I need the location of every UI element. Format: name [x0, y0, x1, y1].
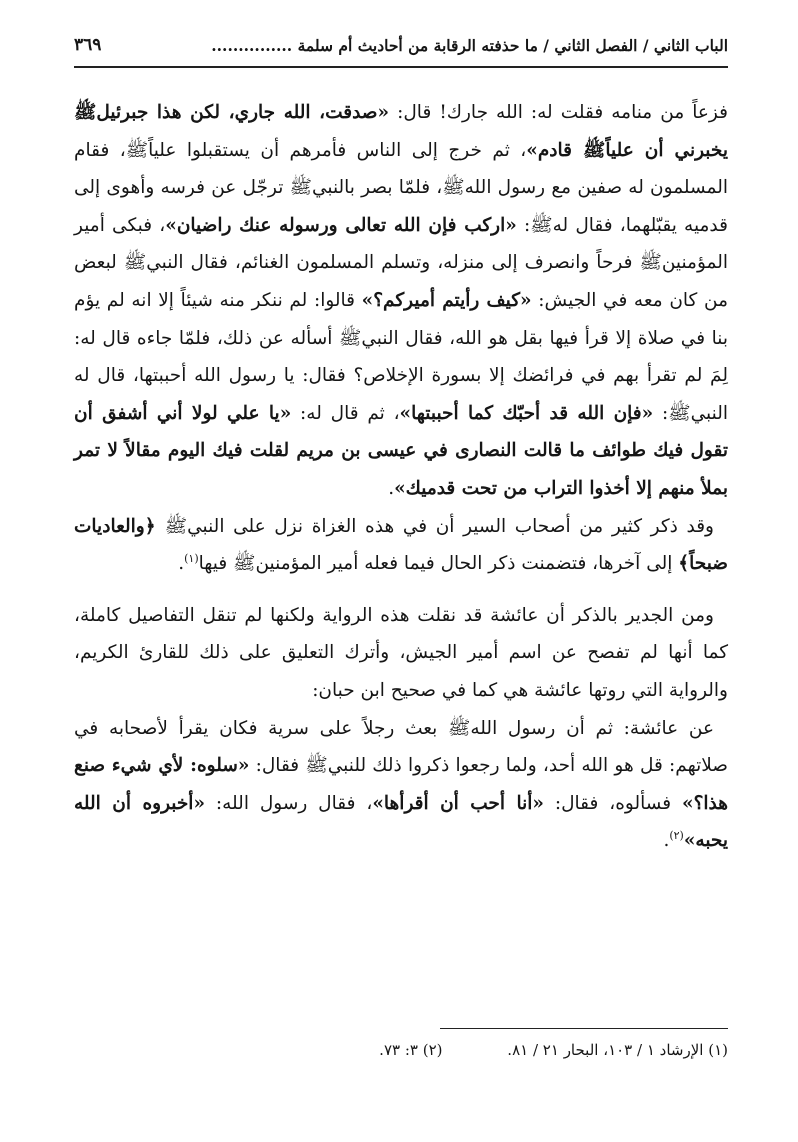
footnote-ref-2: (٢): [669, 829, 684, 843]
body-text: [74, 94, 728, 860]
text-run: فقال:: [249, 755, 306, 777]
honorific-glyph: ﷺ: [74, 102, 97, 123]
text-run: ومن الجدير بالذكر أن عائشة قد نقلت هذه الرواية ولكنها لم تنقل التفاصيل كاملة، كما أنها لم تفصح عن اسم أمير الجيش، وأترك التعليق على ذلك للقارئ الكريم، والرواية التي روتها عائشة هي كما في صحيح ابن حبان:: [74, 604, 728, 701]
honorific-glyph: ﷺ: [164, 515, 188, 537]
text-run: فسألوه، فقال:: [543, 792, 682, 814]
honorific-glyph: ﷺ: [125, 139, 149, 161]
footnote-divider: [440, 1028, 728, 1029]
honorific-glyph: ﷺ: [668, 402, 691, 424]
footnote-1: (١) الإرشاد ١ / ١٠٣، البحار ٢١ / ٨١.: [507, 1041, 728, 1059]
text-run: ، ثم قال له:: [291, 402, 400, 424]
honorific-glyph: ﷺ: [305, 755, 328, 777]
text-run: أسأله عن ذلك، فلمّا جاءه قال له: لِمَ لم تقرأ بهم في فرائضك إلا بسورة الإخلاص؟ فقال: يا رسول الله أحببتها، قال له النبي: [74, 327, 728, 424]
text-run: :: [516, 214, 531, 236]
text-run: ، فقال رسول الله:: [205, 792, 373, 814]
honorific-glyph: ﷺ: [448, 717, 471, 739]
quran-quote: ﴿والعاديات ضبحاً﴾: [74, 515, 728, 575]
text-run: ، فلمّا بصر بالنبي: [311, 177, 443, 199]
page-number: ٣٦٩: [74, 35, 102, 55]
honorific-glyph: ﷺ: [123, 252, 147, 274]
text-run: .: [388, 477, 395, 499]
text-run: بعث رجلاً على سرية فكان يقرأ لأصحابه في صلاتهم: قل هو الله أحد، ولما رجعوا ذكروا ذلك للنبي: [74, 717, 728, 777]
text-run: .: [178, 553, 185, 575]
paragraph-4: [74, 710, 728, 860]
honorific-glyph: ﷺ: [530, 214, 553, 236]
text-run: .: [663, 830, 670, 852]
running-title: [211, 36, 728, 55]
text-run: :: [653, 402, 669, 424]
text-run: فرحاً وانصرف إلى منزله، وتسلم المسلمون الغنائم، فقال النبي: [146, 252, 640, 274]
text-run: فيها: [198, 553, 234, 575]
paragraph-3: [74, 597, 728, 710]
paragraph-2: [74, 508, 728, 583]
quote-bold: «كيف رأيتم أميركم؟»: [361, 289, 532, 311]
header-divider: [74, 66, 728, 68]
text-run: ، فقام المسلمون له صفين مع رسول الله: [74, 139, 728, 199]
text-run: فزعاً من منامه فقلت له: الله جارك! قال:: [389, 102, 728, 123]
text-run: عن عائشة: ثم أن رسول الله: [470, 717, 714, 739]
quote-bold: «أخبروه أن الله يحبه»: [74, 792, 728, 852]
quote-bold: «يا علي لولا أني أشفق أن تقول فيك طوائف ما قالت النصارى في عيسى بن مريم لقلت فيك اليوم مقالاً لا تمر بملأ منهم إلا أخذوا التراب من تحت قدميك»: [74, 402, 728, 499]
footnote-ref-1: (١): [184, 551, 199, 565]
quote-bold: «سلوه: لأي شيء صنع هذا؟»: [74, 755, 728, 814]
quote-bold: «صدقت، الله جاري، لكن هذا جبرئيل: [96, 102, 390, 123]
page-header: [74, 30, 728, 60]
quote-bold: يخبرني أن علياً: [605, 139, 728, 161]
text-run: قالوا: لم ننكر منه شيئاً إلا انه لم يؤم بنا في صلاة إلا قرأ فيها بقل هو الله، فقال النبي: [74, 289, 728, 349]
leader-dots: ...............: [211, 35, 293, 55]
text-run: وقد ذكر كثير من أصحاب السير أن في هذه الغزاة نزل على النبي: [187, 515, 714, 537]
footnotes: [74, 1038, 728, 1062]
quote-bold: «فإن الله قد أحبّك كما أحببتها»: [399, 402, 654, 424]
text-run: ، ثم خرج إلى الناس فأمرهم أن يستقبلوا علياً: [148, 139, 527, 161]
honorific-glyph: ﷺ: [233, 553, 256, 575]
running-title-text: الباب الثاني / الفصل الثاني / ما حذفته الرقابة من أحاديث أم سلمة: [297, 35, 728, 55]
text-run: ، فبكى أمير المؤمنين: [74, 214, 728, 274]
honorific-glyph: ﷺ: [583, 139, 606, 161]
footnote-2: (٢) ٣: ٧٣.: [379, 1041, 443, 1059]
text-run: ترجّل عن فرسه وأهوى إلى قدميه يقبّلهما، فقال له: [74, 177, 728, 236]
honorific-glyph: ﷺ: [442, 177, 465, 199]
honorific-glyph: ﷺ: [289, 177, 312, 199]
quote-bold: قادم»: [526, 139, 584, 161]
text-run: إلى آخرها، فتضمنت ذكر الحال فيما فعله أمير المؤمنين: [255, 553, 679, 575]
quote-bold: «اركب فإن الله تعالى ورسوله عنك راضيان»: [165, 214, 517, 236]
quote-bold: «أنا أحب أن أقرأها»: [372, 792, 544, 814]
honorific-glyph: ﷺ: [338, 327, 362, 349]
honorific-glyph: ﷺ: [639, 252, 662, 274]
text-run: لبعض من كان معه في الجيش:: [74, 252, 728, 311]
paragraph-1: [74, 94, 728, 508]
